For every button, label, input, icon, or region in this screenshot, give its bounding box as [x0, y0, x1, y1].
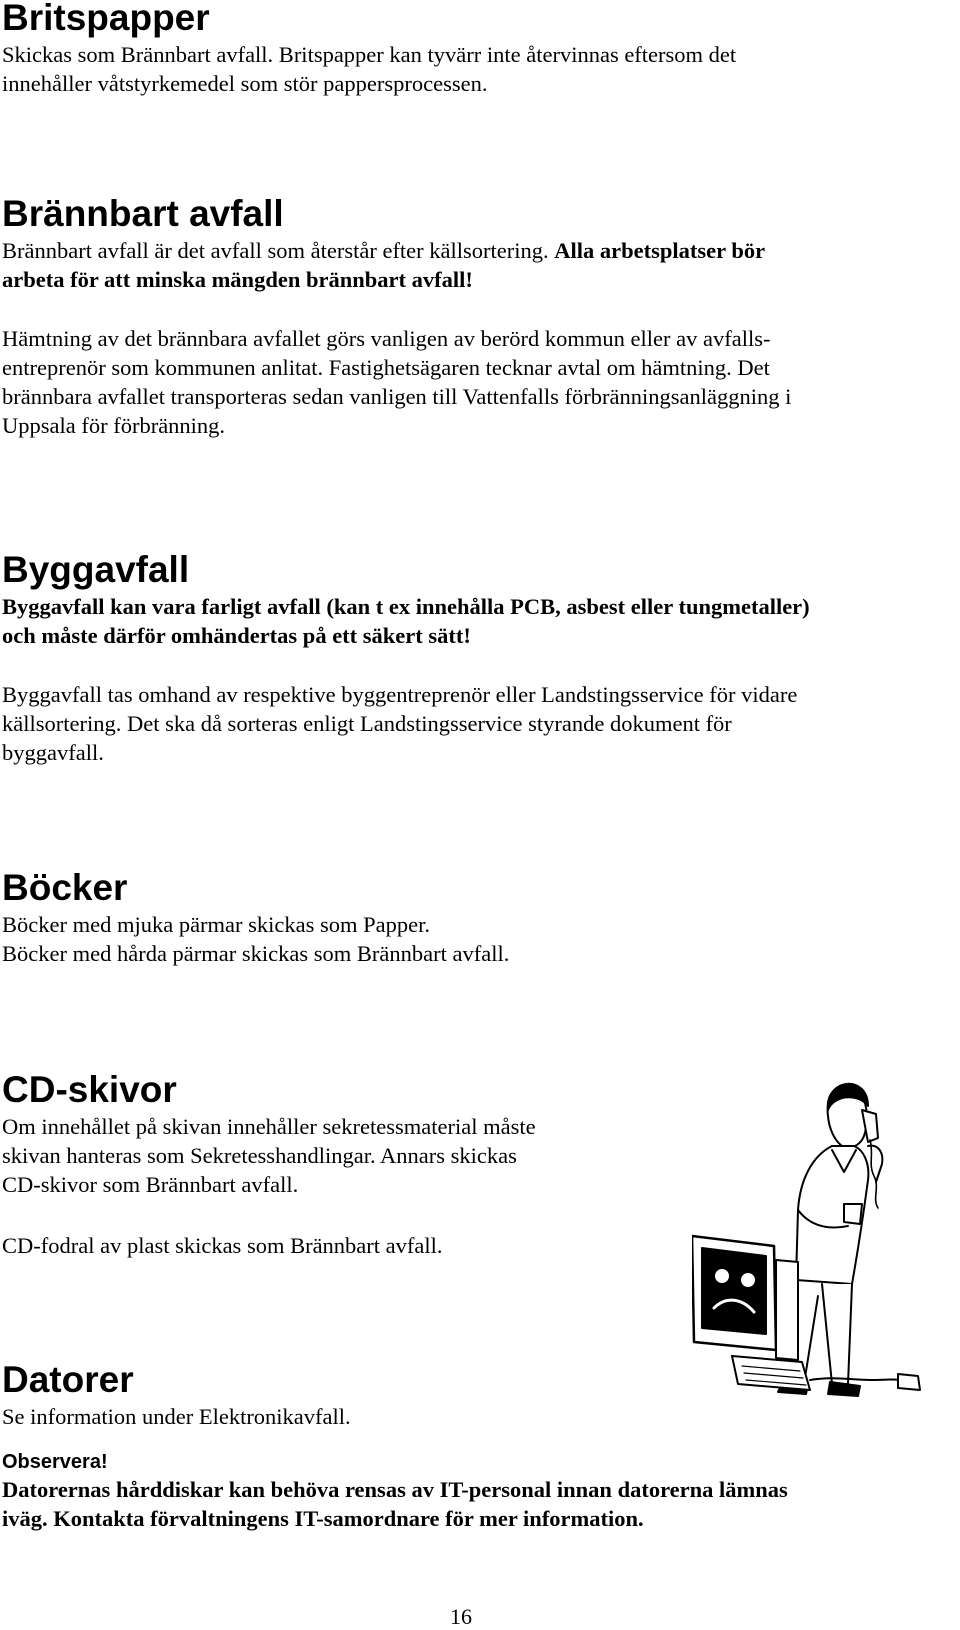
bocker-line-1: Böcker med mjuka pärmar skickas som Papper.: [2, 912, 431, 937]
heading-brannbart-avfall: Brännbart avfall: [2, 193, 284, 234]
brannbart-p2-line-4: Uppsala för förbränning.: [2, 413, 226, 438]
heading-datorer: Datorer: [2, 1359, 134, 1400]
cdskivor-line-3: CD-skivor som Brännbart avfall.: [2, 1172, 299, 1197]
byggavfall-line-3: byggavfall.: [2, 740, 104, 765]
byggavfall-bold-line-1: Byggavfall kan vara farligt avfall (kan t ex innehålla PCB, asbest eller tungmetaller): [2, 594, 810, 619]
heading-bocker: Böcker: [2, 867, 128, 908]
brannbart-line-2-bold: arbeta för att minska mängden brännbart avfall!: [2, 267, 473, 292]
brannbart-line-1: [2, 236, 791, 265]
section-cd-skivor: [2, 1070, 536, 1260]
brannbart-p2-line-3: brännbara avfallet transporteras sedan vanligen till Vattenfalls förbränningsanläggning i: [2, 384, 792, 409]
byggavfall-line-2: källsortering. Det ska då sorteras enligt Landstingsservice styrande dokument för: [2, 711, 732, 736]
section-byggavfall: [2, 550, 810, 767]
britspapper-line-1: Skickas som Brännbart avfall. Britspapper kan tyvärr inte återvinnas eftersom det: [2, 42, 737, 67]
datorer-line: Se information under Elektronikavfall.: [2, 1404, 351, 1429]
brannbart-p2-line-1: Hämtning av det brännbara avfallet görs vanligen av berörd kommun eller av avfalls-: [2, 326, 771, 351]
cdskivor-extra-line: CD-fodral av plast skickas som Brännbart avfall.: [2, 1233, 443, 1258]
man-with-computer-illustration: [692, 1080, 927, 1435]
byggavfall-line-1: Byggavfall tas omhand av respektive byggentreprenör eller Landstingsservice för vidare: [2, 682, 798, 707]
section-bocker: [2, 868, 509, 968]
datorer-bold-line-1: Datorernas hårddiskar kan behöva rensas av IT-personal innan datorerna lämnas: [2, 1477, 788, 1502]
brannbart-p2-line-2: entreprenör som kommunen anlitat. Fastighetsägaren tecknar avtal om hämtning. Det: [2, 355, 770, 380]
brannbart-line-1-plain: Brännbart avfall är det avfall som återstår efter källsortering.: [2, 238, 555, 263]
cdskivor-line-1: Om innehållet på skivan innehåller sekretessmaterial måste: [2, 1114, 536, 1139]
cdskivor-line-2: skivan hanteras som Sekretesshandlingar. Annars skickas: [2, 1143, 517, 1168]
bocker-line-2: Böcker med hårda pärmar skickas som Brännbart avfall.: [2, 941, 510, 966]
observe-label: Observera!: [2, 1451, 108, 1473]
byggavfall-bold-line-2: och måste därför omhändertas på ett säkert sätt!: [2, 623, 471, 648]
heading-byggavfall: Byggavfall: [2, 549, 190, 590]
datorer-bold-line-2: iväg. Kontakta förvaltningens IT-samordnare för mer information.: [2, 1506, 644, 1531]
heading-cd-skivor: CD-skivor: [2, 1069, 177, 1110]
page-number: 16: [450, 1604, 472, 1629]
brannbart-line-1-bold: Alla arbetsplatser bör: [554, 238, 766, 263]
heading-britspapper: Britspapper: [2, 0, 210, 38]
section-britspapper: [2, 0, 736, 98]
section-brannbart-avfall: [2, 194, 791, 440]
britspapper-line-2: innehåller våtstyrkemedel som stör pappersprocessen.: [2, 71, 488, 96]
section-datorer: [2, 1360, 788, 1533]
